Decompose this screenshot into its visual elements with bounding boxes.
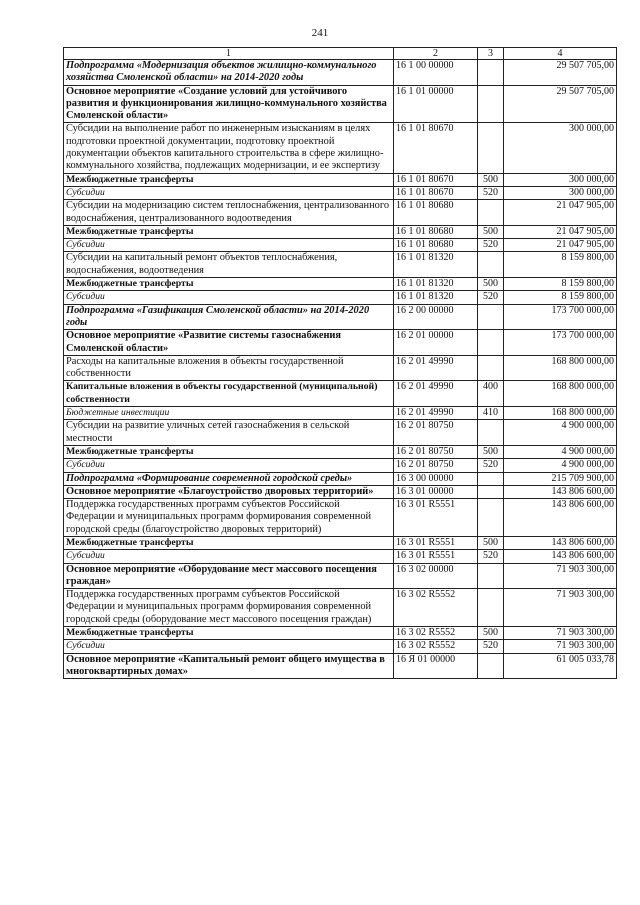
row-label: Субсидии: [64, 459, 394, 472]
table-row: [64, 252, 617, 278]
row-label: Основное мероприятие «Развитие системы газоснабжения Смоленской области»: [64, 330, 394, 356]
table-row: [64, 627, 617, 640]
row-amount: 4 900 000,00: [504, 420, 617, 446]
row-amount: 71 903 300,00: [504, 589, 617, 627]
row-amount: 300 000,00: [504, 186, 617, 199]
row-code: 16 Я 01 00000: [394, 653, 478, 679]
row-expense-type: [478, 85, 504, 123]
row-label: Капитальные вложения в объекты государственной (муниципальной) собственности: [64, 381, 394, 407]
row-label: Поддержка государственных программ субъектов Российской Федерации и муниципальных программ формирования современной городской среды (оборудование мест массового посещения граждан): [64, 589, 394, 627]
row-label: Подпрограмма «Формирование современной городской среды»: [64, 472, 394, 485]
row-expense-type: 500: [478, 445, 504, 458]
row-amount: 143 806 600,00: [504, 536, 617, 549]
row-expense-type: [478, 330, 504, 356]
table-row: [64, 239, 617, 252]
row-amount: 71 903 300,00: [504, 627, 617, 640]
table-row: [64, 420, 617, 446]
row-code: 16 3 02 R5552: [394, 640, 478, 653]
row-amount: 143 806 600,00: [504, 550, 617, 563]
row-amount: 8 159 800,00: [504, 278, 617, 291]
row-expense-type: [478, 499, 504, 537]
row-label: Расходы на капитальные вложения в объекты государственной собственности: [64, 355, 394, 381]
row-code: 16 2 01 49990: [394, 355, 478, 381]
row-amount: 300 000,00: [504, 123, 617, 173]
row-code: 16 1 01 81320: [394, 291, 478, 304]
table-row: [64, 85, 617, 123]
row-expense-type: 400: [478, 381, 504, 407]
table-row: [64, 123, 617, 173]
row-amount: 215 709 900,00: [504, 472, 617, 485]
row-label: Поддержка государственных программ субъектов Российской Федерации и муниципальных программ формирования современной городской среды (благоустройство дворовых территорий): [64, 499, 394, 537]
row-expense-type: [478, 563, 504, 589]
header-col-3: 3: [478, 48, 504, 60]
row-label: Основное мероприятие «Благоустройство дворовых территорий»: [64, 485, 394, 498]
row-code: 16 2 01 80750: [394, 459, 478, 472]
table-row: [64, 60, 617, 86]
row-code: 16 1 01 80680: [394, 239, 478, 252]
table-row: [64, 304, 617, 330]
row-amount: 8 159 800,00: [504, 252, 617, 278]
row-code: 16 3 01 R5551: [394, 536, 478, 549]
row-code: 16 2 00 00000: [394, 304, 478, 330]
row-amount: 143 806 600,00: [504, 499, 617, 537]
row-code: 16 3 02 R5552: [394, 589, 478, 627]
row-expense-type: 520: [478, 459, 504, 472]
row-expense-type: 520: [478, 186, 504, 199]
row-code: 16 3 02 00000: [394, 563, 478, 589]
row-expense-type: [478, 200, 504, 226]
table-row: [64, 472, 617, 485]
table-header-row: [64, 48, 617, 60]
row-expense-type: 410: [478, 407, 504, 420]
table-row: [64, 355, 617, 381]
row-label: Межбюджетные трансферты: [64, 536, 394, 549]
row-label: Основное мероприятие «Создание условий для устойчивого развития и функционирования жилищно-коммунального хозяйства Смоленской области»: [64, 85, 394, 123]
row-label: Межбюджетные трансферты: [64, 627, 394, 640]
row-amount: 21 047 905,00: [504, 225, 617, 238]
row-amount: 8 159 800,00: [504, 291, 617, 304]
header-col-1: 1: [64, 48, 394, 60]
row-amount: 61 005 033,78: [504, 653, 617, 679]
row-expense-type: 500: [478, 278, 504, 291]
row-label: Субсидии на выполнение работ по инженерным изысканиям в целях подготовки проектной документации, подготовку проектной документации объектов капитального строительства в сфере жилищно-коммунального хозяйства, подлежащих модернизации, и ее экспертизу: [64, 123, 394, 173]
row-expense-type: [478, 472, 504, 485]
row-code: 16 2 01 49990: [394, 407, 478, 420]
table-row: [64, 499, 617, 537]
row-label: Субсидии: [64, 291, 394, 304]
row-expense-type: [478, 123, 504, 173]
row-label: Субсидии на модернизацию систем теплоснабжения, централизованного водоснабжения, централизованного водоотведения: [64, 200, 394, 226]
table-row: [64, 407, 617, 420]
row-amount: 173 700 000,00: [504, 330, 617, 356]
row-amount: 168 800 000,00: [504, 355, 617, 381]
table-row: [64, 225, 617, 238]
row-label: Межбюджетные трансферты: [64, 278, 394, 291]
budget-table: [63, 47, 617, 679]
row-amount: 300 000,00: [504, 173, 617, 186]
row-code: 16 1 01 00000: [394, 85, 478, 123]
row-label: Подпрограмма «Модернизация объектов жилищно-коммунального хозяйства Смоленской области» на 2014-2020 годы: [64, 60, 394, 86]
row-label: Субсидии: [64, 239, 394, 252]
table-row: [64, 278, 617, 291]
row-expense-type: [478, 589, 504, 627]
row-expense-type: 520: [478, 550, 504, 563]
row-label: Подпрограмма «Газификация Смоленской области» на 2014-2020 годы: [64, 304, 394, 330]
row-code: 16 1 01 80680: [394, 200, 478, 226]
row-amount: 173 700 000,00: [504, 304, 617, 330]
table-row: [64, 445, 617, 458]
row-amount: 4 900 000,00: [504, 445, 617, 458]
row-amount: 21 047 905,00: [504, 239, 617, 252]
row-amount: 21 047 905,00: [504, 200, 617, 226]
row-amount: 71 903 300,00: [504, 640, 617, 653]
table-row: [64, 291, 617, 304]
row-label: Межбюджетные трансферты: [64, 225, 394, 238]
row-expense-type: [478, 252, 504, 278]
row-expense-type: [478, 60, 504, 86]
row-label: Субсидии: [64, 640, 394, 653]
row-code: 16 3 01 R5551: [394, 550, 478, 563]
row-label: Субсидии: [64, 186, 394, 199]
row-expense-type: [478, 304, 504, 330]
table-row: [64, 550, 617, 563]
row-code: 16 2 01 80750: [394, 420, 478, 446]
row-code: 16 1 01 81320: [394, 278, 478, 291]
table-row: [64, 381, 617, 407]
table-row: [64, 186, 617, 199]
table-row: [64, 589, 617, 627]
row-amount: 29 507 705,00: [504, 85, 617, 123]
row-expense-type: [478, 485, 504, 498]
table-row: [64, 459, 617, 472]
row-amount: 4 900 000,00: [504, 459, 617, 472]
row-code: 16 1 01 80670: [394, 186, 478, 199]
table-row: [64, 485, 617, 498]
row-label: Межбюджетные трансферты: [64, 445, 394, 458]
row-code: 16 1 01 80670: [394, 123, 478, 173]
row-amount: 143 806 600,00: [504, 485, 617, 498]
row-expense-type: [478, 653, 504, 679]
row-code: 16 2 01 80750: [394, 445, 478, 458]
table-row: [64, 563, 617, 589]
row-label: Субсидии на капитальный ремонт объектов теплоснабжения, водоснабжения, водоотведения: [64, 252, 394, 278]
row-label: Межбюджетные трансферты: [64, 173, 394, 186]
row-code: 16 1 01 80680: [394, 225, 478, 238]
row-amount: 71 903 300,00: [504, 563, 617, 589]
row-amount: 168 800 000,00: [504, 381, 617, 407]
table-row: [64, 330, 617, 356]
table-row: [64, 200, 617, 226]
row-code: 16 1 01 81320: [394, 252, 478, 278]
row-expense-type: 520: [478, 239, 504, 252]
row-code: 16 2 01 49990: [394, 381, 478, 407]
row-amount: 29 507 705,00: [504, 60, 617, 86]
header-col-4: 4: [504, 48, 617, 60]
row-expense-type: [478, 420, 504, 446]
row-code: 16 3 00 00000: [394, 472, 478, 485]
row-label: Бюджетные инвестиции: [64, 407, 394, 420]
row-label: Основное мероприятие «Оборудование мест массового посещения граждан»: [64, 563, 394, 589]
row-code: 16 3 01 00000: [394, 485, 478, 498]
row-expense-type: 500: [478, 627, 504, 640]
row-expense-type: 500: [478, 536, 504, 549]
row-expense-type: [478, 355, 504, 381]
row-expense-type: 500: [478, 225, 504, 238]
row-expense-type: 520: [478, 291, 504, 304]
table-row: [64, 536, 617, 549]
row-label: Основное мероприятие «Капитальный ремонт общего имущества в многоквартирных домах»: [64, 653, 394, 679]
row-code: 16 3 02 R5552: [394, 627, 478, 640]
row-code: 16 3 01 R5551: [394, 499, 478, 537]
row-amount: 168 800 000,00: [504, 407, 617, 420]
header-col-2: 2: [394, 48, 478, 60]
row-label: Субсидии: [64, 550, 394, 563]
row-label: Субсидии на развитие уличных сетей газоснабжения в сельской местности: [64, 420, 394, 446]
table-row: [64, 173, 617, 186]
row-expense-type: 500: [478, 173, 504, 186]
table-row: [64, 653, 617, 679]
table-row: [64, 640, 617, 653]
row-code: 16 1 01 80670: [394, 173, 478, 186]
page-number: 241: [311, 27, 329, 39]
row-code: 16 2 01 00000: [394, 330, 478, 356]
row-code: 16 1 00 00000: [394, 60, 478, 86]
row-expense-type: 520: [478, 640, 504, 653]
